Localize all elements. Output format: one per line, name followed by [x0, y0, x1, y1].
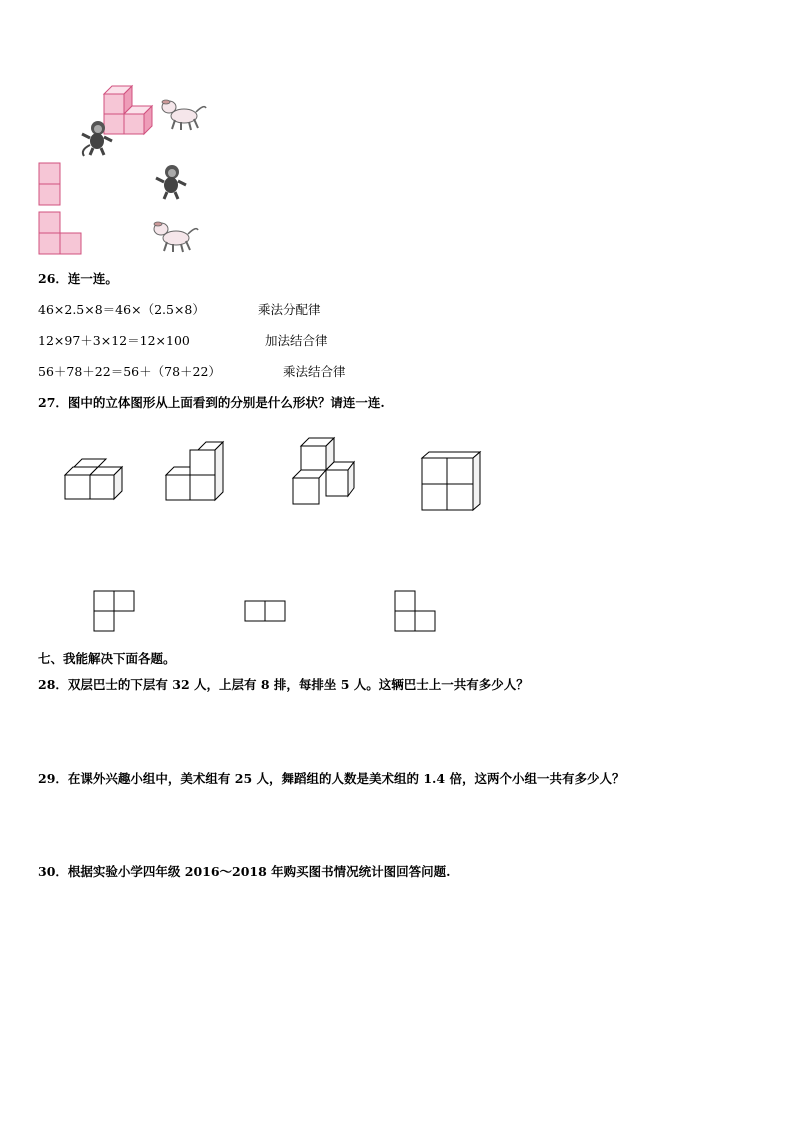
- q28-text: 28．双层巴士的下层有 32 人，上层有 8 排，每排坐 5 人。这辆巴士上一共有多少人？: [38, 677, 529, 692]
- q27-title: 27．图中的立体图形从上面看到的分别是什么形状？请连一连.: [38, 395, 385, 410]
- section-7-title: 七、我能解决下面各题。: [38, 651, 176, 666]
- q30-text: 30．根据实验小学四年级 2016～2018 年购买图书情况统计图回答问题.: [38, 864, 451, 879]
- q29-text: 29．在课外兴趣小组中，美术组有 25 人，舞蹈组的人数是美术组的 1.4 倍，这两个小组一共有多少人？: [38, 771, 625, 786]
- q26-left-item-2: 12×97＋3×12＝12×100: [38, 333, 190, 348]
- q26-right-item-3: 乘法结合律: [283, 364, 346, 379]
- front-view-option-a: [38, 162, 62, 206]
- solid-figure-1: [64, 458, 126, 502]
- top-view-shape-1: [93, 590, 137, 632]
- q26-left-item-3: 56＋78＋22＝56＋（78＋22）: [38, 364, 221, 379]
- q26-title: 26．连一连。: [38, 271, 118, 286]
- q26-right-item-2: 加法结合律: [265, 333, 328, 348]
- dog-icon: [158, 96, 208, 132]
- front-view-option-b: [38, 211, 84, 255]
- monkey-icon: [152, 164, 192, 200]
- solid-figure-4: [421, 451, 483, 513]
- solid-figure-2: [165, 442, 227, 504]
- dog-icon: [150, 218, 200, 254]
- q26-left-item-1: 46×2.5×8＝46×（2.5×8）: [38, 302, 205, 317]
- monkey-icon: [78, 120, 118, 156]
- q26-right-item-1: 乘法分配律: [258, 302, 321, 317]
- top-view-shape-3: [394, 590, 438, 632]
- top-view-shape-2: [244, 600, 288, 622]
- solid-figure-3: [292, 438, 358, 508]
